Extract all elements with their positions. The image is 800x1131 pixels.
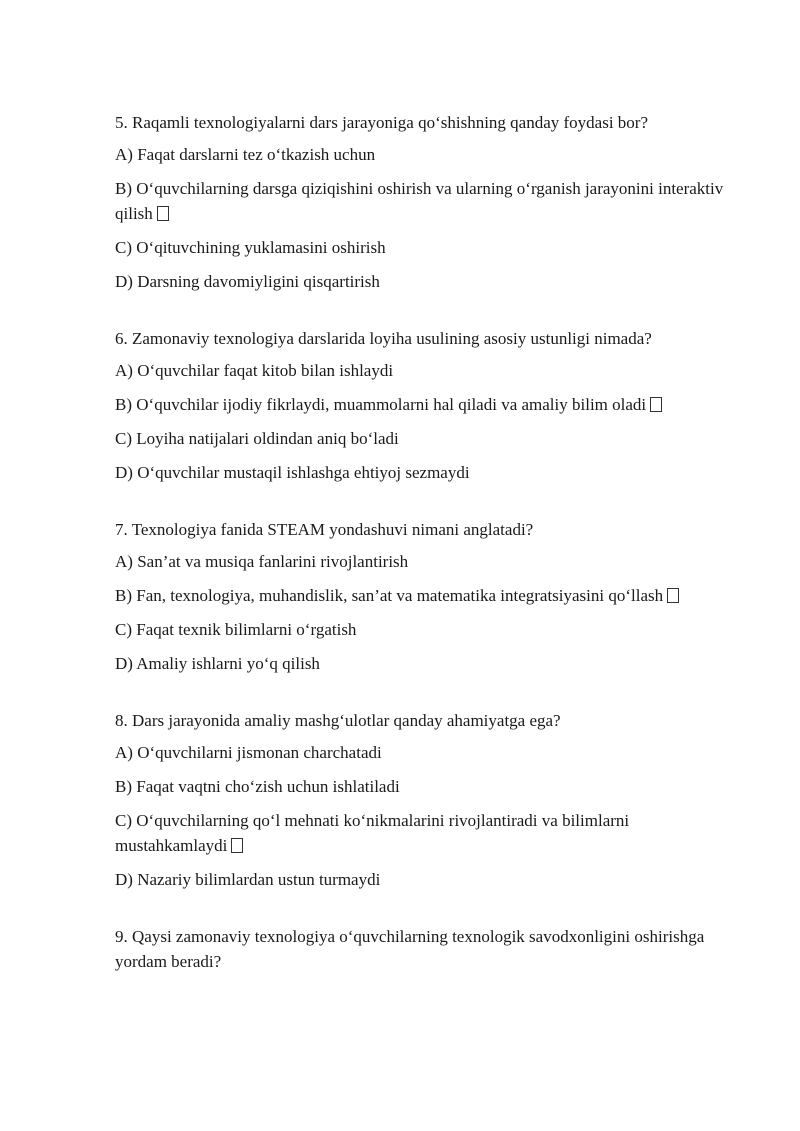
option-text: B) Fan, texnologiya, muhandislik, san’at va matematika integratsiyasini qo‘llash: [115, 586, 664, 605]
question-block-9: [115, 924, 735, 974]
question-8-option-a: [115, 740, 735, 765]
question-7-option-a: [115, 549, 735, 574]
option-text: A) San’at va musiqa fanlarini rivojlantirish: [115, 552, 409, 571]
option-text: B) O‘quvchilarning darsga qiziqishini oshirish va ularning o‘rganish jarayonini interaktiv qilish: [115, 179, 724, 223]
option-text: B) O‘quvchilar ijodiy fikrlaydi, muammolarni hal qiladi va amaliy bilim oladi: [115, 395, 647, 414]
question-6-option-b: [115, 392, 735, 417]
question-7-option-c: [115, 617, 735, 642]
question-7-option-b: [115, 583, 735, 608]
question-8-option-b: [115, 774, 735, 799]
option-text: C) O‘quvchilarning qo‘l mehnati ko‘nikmalarini rivojlantiradi va bilimlarni mustahkamlaydi: [115, 811, 630, 855]
question-7-text: 7. Texnologiya fanida STEAM yondashuvi nimani anglatadi?: [115, 520, 534, 539]
option-text: B) Faqat vaqtni cho‘zish uchun ishlatiladi: [115, 777, 400, 796]
question-9-text: 9. Qaysi zamonaviy texnologiya o‘quvchilarning texnologik savodxonligini oshirishga yordam beradi?: [115, 927, 705, 971]
question-block-5: [115, 110, 735, 294]
question-8-option-c: [115, 808, 735, 858]
option-text: C) Loyiha natijalari oldindan aniq bo‘ladi: [115, 429, 399, 448]
question-7-option-d: [115, 651, 735, 676]
question-6-option-d: [115, 460, 735, 485]
option-text: A) O‘quvchilarni jismonan charchatadi: [115, 743, 382, 762]
question-block-7: [115, 517, 735, 676]
question-block-6: [115, 326, 735, 485]
document-page: [115, 110, 735, 981]
question-8-text: 8. Dars jarayonida amaliy mashg‘ulotlar qanday ahamiyatga ega?: [115, 711, 561, 730]
option-text: D) O‘quvchilar mustaqil ishlashga ehtiyoj sezmaydi: [115, 463, 470, 482]
option-text: A) O‘quvchilar faqat kitob bilan ishlaydi: [115, 361, 394, 380]
option-text: D) Darsning davomiyligini qisqartirish: [115, 272, 380, 291]
option-text: C) Faqat texnik bilimlarni o‘rgatish: [115, 620, 357, 639]
question-6-option-c: [115, 426, 735, 451]
answer-mark-icon: [667, 588, 679, 603]
option-text: D) Amaliy ishlarni yo‘q qilish: [115, 654, 320, 673]
answer-mark-icon: [650, 397, 662, 412]
answer-mark-icon: [157, 206, 169, 221]
question-5-option-b: [115, 176, 735, 226]
question-5-option-a: [115, 142, 735, 167]
answer-mark-icon: [231, 838, 243, 853]
question-block-8: [115, 708, 735, 892]
option-text: C) O‘qituvchining yuklamasini oshirish: [115, 238, 386, 257]
question-6-text: 6. Zamonaviy texnologiya darslarida loyiha usulining asosiy ustunligi nimada?: [115, 329, 652, 348]
question-8-option-d: [115, 867, 735, 892]
option-text: D) Nazariy bilimlardan ustun turmaydi: [115, 870, 381, 889]
question-5-option-c: [115, 235, 735, 260]
question-6-option-a: [115, 358, 735, 383]
question-5-option-d: [115, 269, 735, 294]
question-5-text: 5. Raqamli texnologiyalarni dars jarayoniga qo‘shishning qanday foydasi bor?: [115, 113, 649, 132]
option-text: A) Faqat darslarni tez o‘tkazish uchun: [115, 145, 376, 164]
